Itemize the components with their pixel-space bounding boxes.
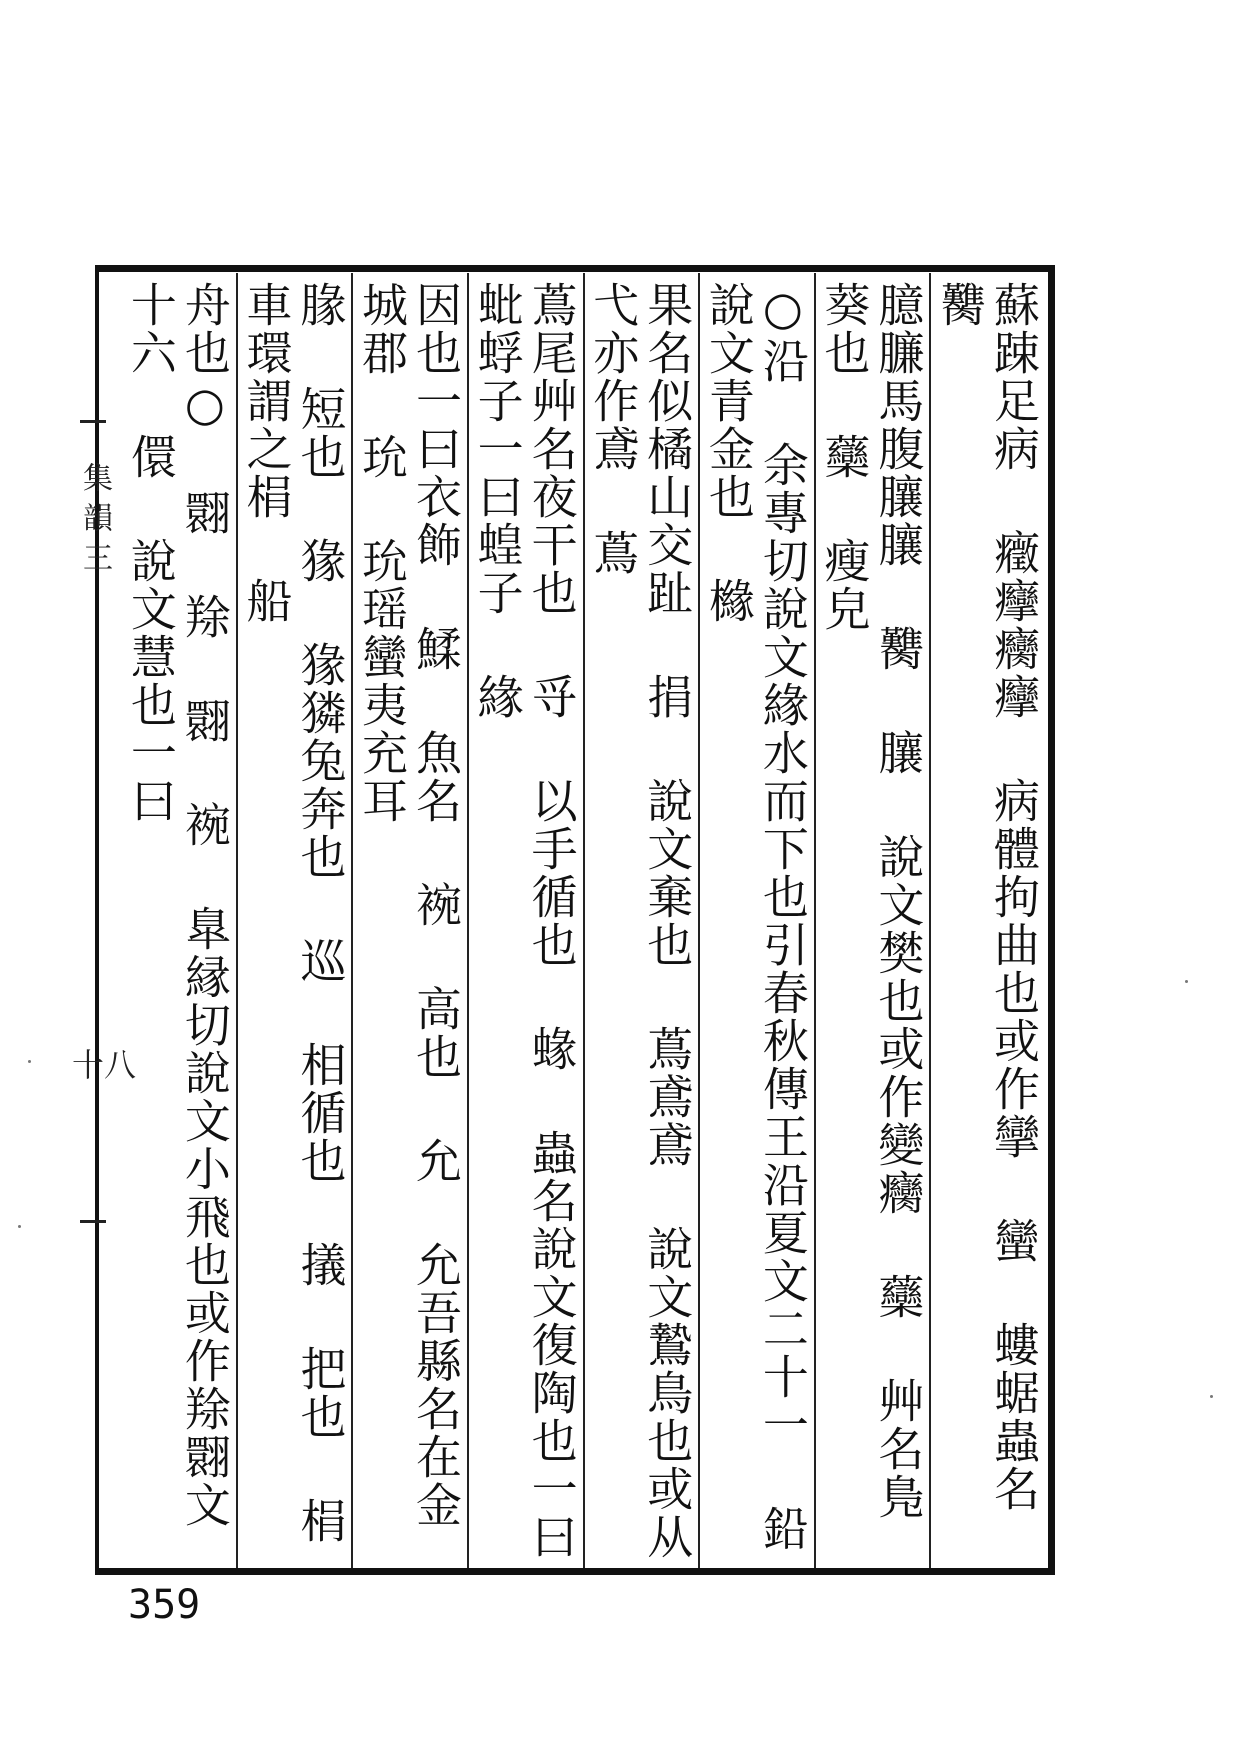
- margin-tick: [80, 1220, 106, 1223]
- text-column: [698, 273, 814, 1568]
- column-text: 舟也○ 翾 䍱 翾 䘼 臯縁切說文小飛也或作䍱翾文十六 儇 說文慧也一曰: [123, 281, 232, 1529]
- column-text: 果名似橘山交趾 捐 說文棄也 蔦鳶鳶 說文鷙鳥也或从弋亦作鳶 蔦: [586, 281, 695, 1561]
- scan-speck: [1185, 980, 1188, 983]
- leaf-number: 十八: [72, 1046, 137, 1084]
- text-column: [929, 273, 1045, 1568]
- text-column: [467, 273, 583, 1568]
- column-text: 蔦尾艸名夜干也 寽 以手循也 蝝 蟲名說文復陶也一曰蚍蜉子一曰蝗子 緣: [470, 281, 579, 1561]
- scan-speck: [1210, 1395, 1213, 1398]
- margin-tick: [80, 420, 106, 423]
- text-columns: [120, 273, 1045, 1568]
- text-column: [583, 273, 699, 1568]
- page-number: 359: [128, 1582, 201, 1628]
- scan-speck: [18, 1225, 21, 1228]
- text-column: [120, 273, 236, 1568]
- column-text: ○沿 余專切說文緣水而下也引春秋傳王沿夏文二十一 鉛 說文青金也 櫞: [701, 281, 810, 1553]
- column-text: 因也一曰衣飾 鰇 魚名 䘼 高也 允 允吾縣名在金城郡 玧 玧瑶蠻夷充耳: [355, 281, 464, 1529]
- column-text: 臆臁馬腹䑋䑋 臡 䑋 說文樊也或作變癵 虊 艸名鳬葵也 虊 瘦皃: [817, 281, 926, 1521]
- text-column: [814, 273, 930, 1568]
- column-text: 腞 短也 猭 猭獜兔奔也 巡 相循也 㩘 把也 梋 車環謂之梋 船: [239, 281, 348, 1545]
- text-column: [351, 273, 467, 1568]
- scan-speck: [28, 1060, 31, 1063]
- running-title: 集韻三: [77, 462, 112, 582]
- text-column: [236, 273, 352, 1568]
- column-text: 蘇踈足病 癥癴癵癴 病體拘曲也或作攣 蠻 螻蜛蟲名 臡: [933, 281, 1041, 1513]
